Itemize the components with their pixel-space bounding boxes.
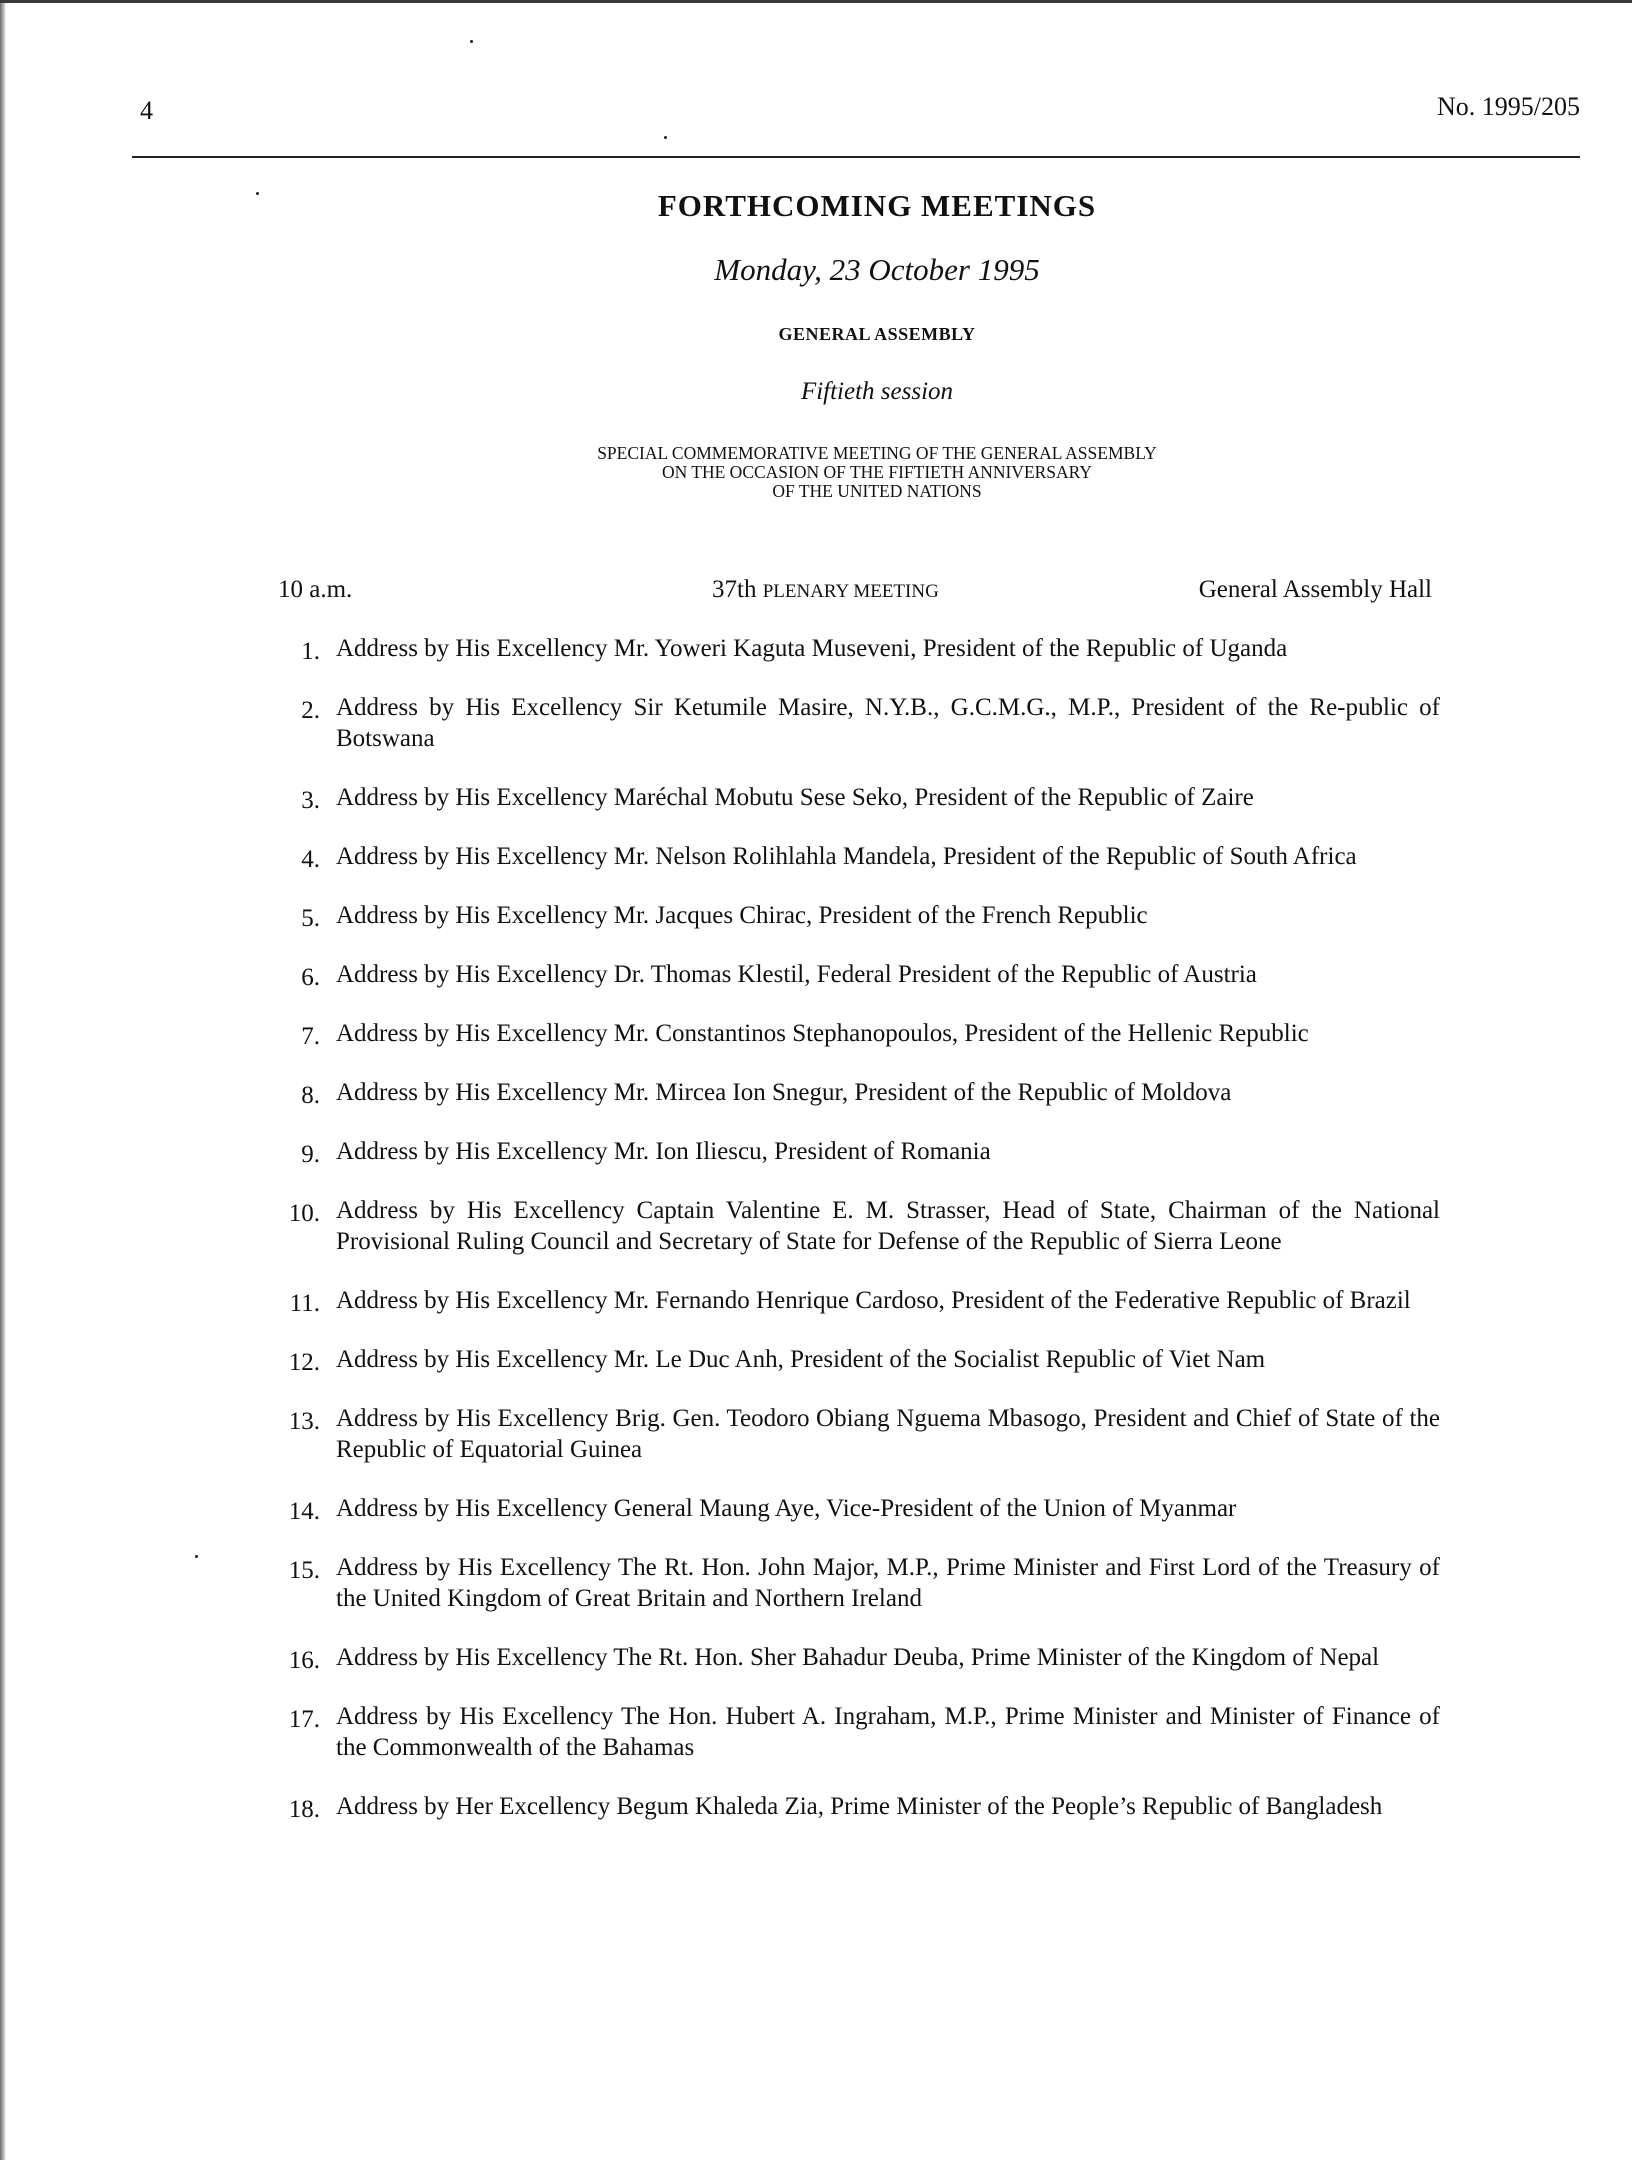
- scan-speck: [195, 1555, 198, 1558]
- agenda-item: [270, 1195, 1440, 1257]
- header-rule: [132, 156, 1580, 158]
- agenda-item-text: Address by His Excellency Maréchal Mobutu Sese Seko, President of the Republic of Zaire: [336, 784, 1254, 811]
- agenda-item-text: Address by His Excellency Mr. Yoweri Kaguta Museveni, President of the Republic of Uganda: [336, 635, 1288, 662]
- agenda-item: [270, 692, 1440, 754]
- agenda-item: [270, 1791, 1440, 1822]
- meeting-row: [278, 576, 1432, 608]
- agenda-item-number: 9.: [301, 1141, 320, 1168]
- agenda-item: [270, 1018, 1440, 1049]
- scan-edge-left: [0, 0, 6, 2160]
- agenda-item-text: Address by His Excellency Captain Valentine E. M. Strasser, Head of State, Chairman of the National Provisional Ruling Council and Secretary of State for Defense of the Republic of Sierra Leone: [336, 1197, 1440, 1255]
- agenda-item-text: Address by His Excellency Dr. Thomas Klestil, Federal President of the Republic of Austria: [336, 961, 1257, 988]
- special-meeting-heading: [132, 444, 1622, 501]
- agenda-item-text: Address by Her Excellency Begum Khaleda Zia, Prime Minister of the People’s Republic of Bangladesh: [336, 1793, 1383, 1820]
- agenda-item: [270, 1493, 1440, 1524]
- page-number: 4: [140, 96, 153, 125]
- meeting-ordinal: 37th: [712, 576, 757, 603]
- agenda-item-number: 11.: [289, 1290, 320, 1317]
- agenda-item: [270, 633, 1440, 664]
- scan-speck: [664, 136, 667, 139]
- agenda-item-text: Address by His Excellency Mr. Fernando Henrique Cardoso, President of the Federative Republic of Brazil: [336, 1287, 1411, 1314]
- agenda-item-number: 18.: [288, 1796, 320, 1823]
- agenda-item-text: Address by His Excellency The Hon. Hubert A. Ingraham, M.P., Prime Minister and Minister of Finance of the Commonwealth of the Bahamas: [336, 1703, 1440, 1761]
- agenda-item-text: Address by His Excellency The Rt. Hon. John Major, M.P., Prime Minister and First Lord of the Treasury of the United Kingdom of Great Britain and Northern Ireland: [336, 1554, 1440, 1612]
- agenda-item-number: 16.: [288, 1647, 320, 1674]
- agenda-item-number: 3.: [301, 787, 320, 814]
- agenda-item-number: 2.: [301, 697, 320, 724]
- special-meeting-line: ON THE OCCASION OF THE FIFTIETH ANNIVERSARY: [661, 462, 1093, 482]
- agenda-item-number: 1.: [301, 638, 320, 665]
- agenda-item: [270, 1552, 1440, 1614]
- meeting-place: General Assembly Hall: [1198, 576, 1432, 603]
- agenda-item: [270, 1642, 1440, 1673]
- meeting-date: Monday, 23 October 1995: [714, 252, 1040, 287]
- meeting-type: PLENARY MEETING: [762, 581, 939, 602]
- agenda-item: [270, 1285, 1440, 1316]
- agenda-item: [270, 1344, 1440, 1375]
- agenda-item: [270, 1701, 1440, 1763]
- agenda-item-text: Address by His Excellency Mr. Constantinos Stephanopoulos, President of the Hellenic Republic: [336, 1020, 1309, 1047]
- agenda-item-text: Address by His Excellency Mr. Nelson Rolihlahla Mandela, President of the Republic of South Africa: [336, 843, 1357, 870]
- agenda-list: [270, 633, 1440, 1850]
- agenda-item-number: 6.: [301, 964, 320, 991]
- page-title: FORTHCOMING MEETINGS: [657, 188, 1097, 223]
- special-meeting-line: OF THE UNITED NATIONS: [772, 481, 982, 501]
- agenda-item: [270, 1136, 1440, 1167]
- scan-speck: [470, 40, 473, 43]
- agenda-item-number: 4.: [301, 846, 320, 873]
- agenda-item-text: Address by His Excellency The Rt. Hon. Sher Bahadur Deuba, Prime Minister of the Kingdom of Nepal: [336, 1644, 1380, 1671]
- agenda-item-text: Address by His Excellency Mr. Mircea Ion Snegur, President of the Republic of Moldova: [336, 1079, 1232, 1106]
- agenda-item-number: 7.: [301, 1023, 320, 1050]
- agenda-item-number: 8.: [301, 1082, 320, 1109]
- meeting-name: [712, 576, 939, 604]
- meeting-time: 10 a.m.: [278, 576, 353, 603]
- agenda-item-text: Address by His Excellency Mr. Le Duc Anh, President of the Socialist Republic of Viet Nam: [336, 1346, 1266, 1373]
- agenda-item-number: 17.: [288, 1706, 320, 1733]
- agenda-item-text: Address by His Excellency Sir Ketumile Masire, N.Y.B., G.C.M.G., M.P., President of the Re-public of Botswana: [336, 694, 1440, 752]
- agenda-item: [270, 1403, 1440, 1465]
- agenda-item: [270, 959, 1440, 990]
- scan-edge-top: [0, 0, 1632, 3]
- special-meeting-line: SPECIAL COMMEMORATIVE MEETING OF THE GENERAL ASSEMBLY: [597, 443, 1157, 463]
- agenda-item-number: 15.: [288, 1557, 320, 1584]
- agenda-item: [270, 900, 1440, 931]
- agenda-item: [270, 1077, 1440, 1108]
- agenda-item-number: 13.: [288, 1408, 320, 1435]
- agenda-item: [270, 782, 1440, 813]
- agenda-item-text: Address by His Excellency Mr. Ion Iliescu, President of Romania: [336, 1138, 991, 1165]
- agenda-item-text: Address by His Excellency Brig. Gen. Teodoro Obiang Nguema Mbasogo, President and Chief of State of the Republic of Equatorial Guinea: [336, 1405, 1440, 1463]
- agenda-item-text: Address by His Excellency General Maung Aye, Vice-President of the Union of Myanmar: [336, 1495, 1237, 1522]
- agenda-item-number: 5.: [301, 905, 320, 932]
- agenda-item-number: 12.: [288, 1349, 320, 1376]
- session-heading: Fiftieth session: [800, 378, 954, 405]
- agenda-item-text: Address by His Excellency Mr. Jacques Chirac, President of the French Republic: [336, 902, 1148, 929]
- agenda-item-number: 14.: [288, 1498, 320, 1525]
- organ-heading: GENERAL ASSEMBLY: [778, 324, 976, 344]
- agenda-item-number: 10.: [288, 1200, 320, 1227]
- document-number: No. 1995/205: [1437, 92, 1580, 121]
- agenda-item: [270, 841, 1440, 872]
